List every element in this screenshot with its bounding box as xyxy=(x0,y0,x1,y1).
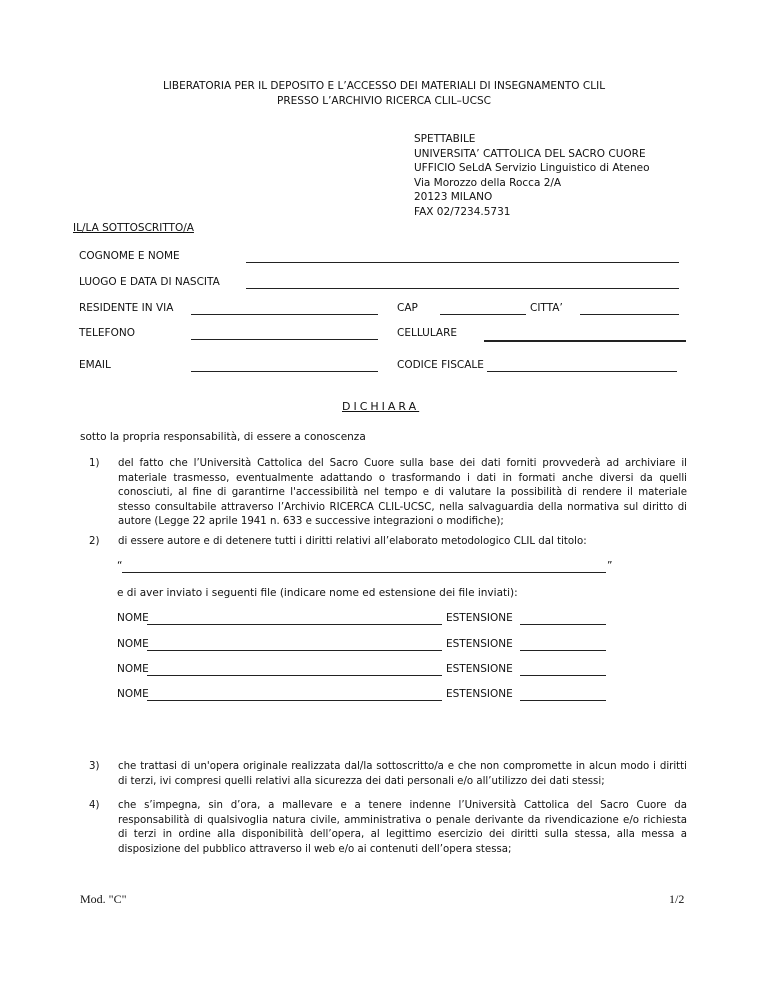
item-number: 4) xyxy=(89,800,100,811)
phone-input-line[interactable] xyxy=(191,339,378,340)
module-label: Mod. "C" xyxy=(80,892,127,906)
file-name-label: NOME xyxy=(117,688,149,700)
item-text: di essere autore e di detenere tutti i diritti relativi all’elaborato metodologico CLIL dal titolo: xyxy=(118,536,587,547)
email-label: EMAIL xyxy=(79,359,111,371)
birth-label: LUOGO E DATA DI NASCITA xyxy=(79,276,220,288)
page-number: 1/2 xyxy=(669,892,685,906)
file-extension-input-line[interactable] xyxy=(520,624,606,625)
recipient-line: UNIVERSITA’ CATTOLICA DEL SACRO CUORE xyxy=(414,147,646,160)
cap-label: CAP xyxy=(397,302,418,314)
item-number: 2) xyxy=(89,536,100,547)
recipient-line: 20123 MILANO xyxy=(414,191,493,203)
email-input-line[interactable] xyxy=(191,371,378,372)
title-open-quote: “ xyxy=(117,560,123,572)
file-extension-label: ESTENSIONE xyxy=(446,688,513,700)
item-number: 1) xyxy=(89,458,100,469)
address-input-line[interactable] xyxy=(191,314,378,315)
file-name-input-line[interactable] xyxy=(147,700,442,701)
file-extension-label: ESTENSIONE xyxy=(446,638,513,650)
files-intro: e di aver inviato i seguenti file (indicare nome ed estensione dei file inviati): xyxy=(117,587,518,599)
cap-input-line[interactable] xyxy=(440,314,526,315)
document-title-line2: PRESSO L’ARCHIVIO RICERCA CLIL–UCSC xyxy=(277,95,491,107)
file-extension-input-line[interactable] xyxy=(520,700,606,701)
name-input-line[interactable] xyxy=(246,262,679,263)
title-close-quote: ” xyxy=(607,560,613,572)
declaration-item-3 xyxy=(89,760,687,789)
declaration-heading: DICHIARA xyxy=(342,400,420,413)
declaration-intro: sotto la propria responsabilità, di essere a conoscenza xyxy=(80,431,366,443)
recipient-line: SPETTABILE xyxy=(414,133,476,145)
file-extension-label: ESTENSIONE xyxy=(446,663,513,675)
declaration-item-2 xyxy=(89,535,687,550)
signer-heading: IL/LA SOTTOSCRITTO/A xyxy=(73,222,194,234)
name-label: COGNOME E NOME xyxy=(79,250,180,262)
file-extension-label: ESTENSIONE xyxy=(446,612,513,624)
recipient-address xyxy=(414,132,650,219)
birth-input-line[interactable] xyxy=(246,288,679,289)
file-name-input-line[interactable] xyxy=(147,624,442,625)
mobile-label: CELLULARE xyxy=(397,327,458,339)
file-extension-input-line[interactable] xyxy=(520,675,606,676)
file-name-label: NOME xyxy=(117,612,149,624)
city-input-line[interactable] xyxy=(580,314,679,315)
work-title-input-line[interactable] xyxy=(122,572,606,573)
file-name-input-line[interactable] xyxy=(147,650,442,651)
declaration-item-1 xyxy=(89,457,687,530)
recipient-line: Via Morozzo della Rocca 2/A xyxy=(414,176,562,189)
file-name-label: NOME xyxy=(117,638,149,650)
item-text: che s’impegna, sin d’ora, a mallevare e a tenere indenne l’Università Cattolica del Sacro Cuore da responsabilità di qualsivoglia natura civile, amministrativa o penale derivante da rivendicazione e/o richiesta di terzi in ordine alla disponibilità dell’opera, al legittimo esercizio dei diritti sulla stessa, alla messa a disposizione del pubblico attraverso il web e/o ai contenuti dell’opera stessa; xyxy=(118,800,687,855)
recipient-line: FAX 02/7234.5731 xyxy=(414,205,511,218)
fiscal-code-input-line[interactable] xyxy=(487,371,677,372)
item-text: del fatto che l’Università Cattolica del Sacro Cuore sulla base dei dati forniti provvederà ad archiviare il materiale trasmesso, eventualmente adattando o trasformando i dati in formati anche diversi da quelli conosciuti, al fine di garantirne l'accessibilità nel tempo e di valutare la possibilità di rendere il materiale stesso consultabile attraverso l’Archivio RICERCA CLIL-UCSC, nella salvaguardia della normativa sul diritto di autore (Legge 22 aprile 1941 n. 633 e successive integrazioni o modifiche); xyxy=(118,458,687,527)
phone-label: TELEFONO xyxy=(79,327,135,339)
declaration-item-4 xyxy=(89,799,687,857)
mobile-input-line[interactable] xyxy=(484,340,686,342)
fiscal-code-label: CODICE FISCALE xyxy=(397,359,484,371)
file-name-input-line[interactable] xyxy=(147,675,442,676)
item-text: che trattasi di un'opera originale realizzata dal/la sottoscritto/a e che non compromette in alcun modo i diritti di terzi, ivi compresi quelli relativi alla sicurezza dei dati personali e/o all’utilizzo dei dati stessi; xyxy=(118,761,687,787)
file-extension-input-line[interactable] xyxy=(520,650,606,651)
city-label: CITTA’ xyxy=(530,302,563,314)
recipient-line: UFFICIO SeLdA Servizio Linguistico di Ateneo xyxy=(414,162,650,174)
address-label: RESIDENTE IN VIA xyxy=(79,302,174,314)
file-name-label: NOME xyxy=(117,663,149,675)
document-title-line1: LIBERATORIA PER IL DEPOSITO E L’ACCESSO DEI MATERIALI DI INSEGNAMENTO CLIL xyxy=(162,80,606,92)
item-number: 3) xyxy=(89,761,100,772)
